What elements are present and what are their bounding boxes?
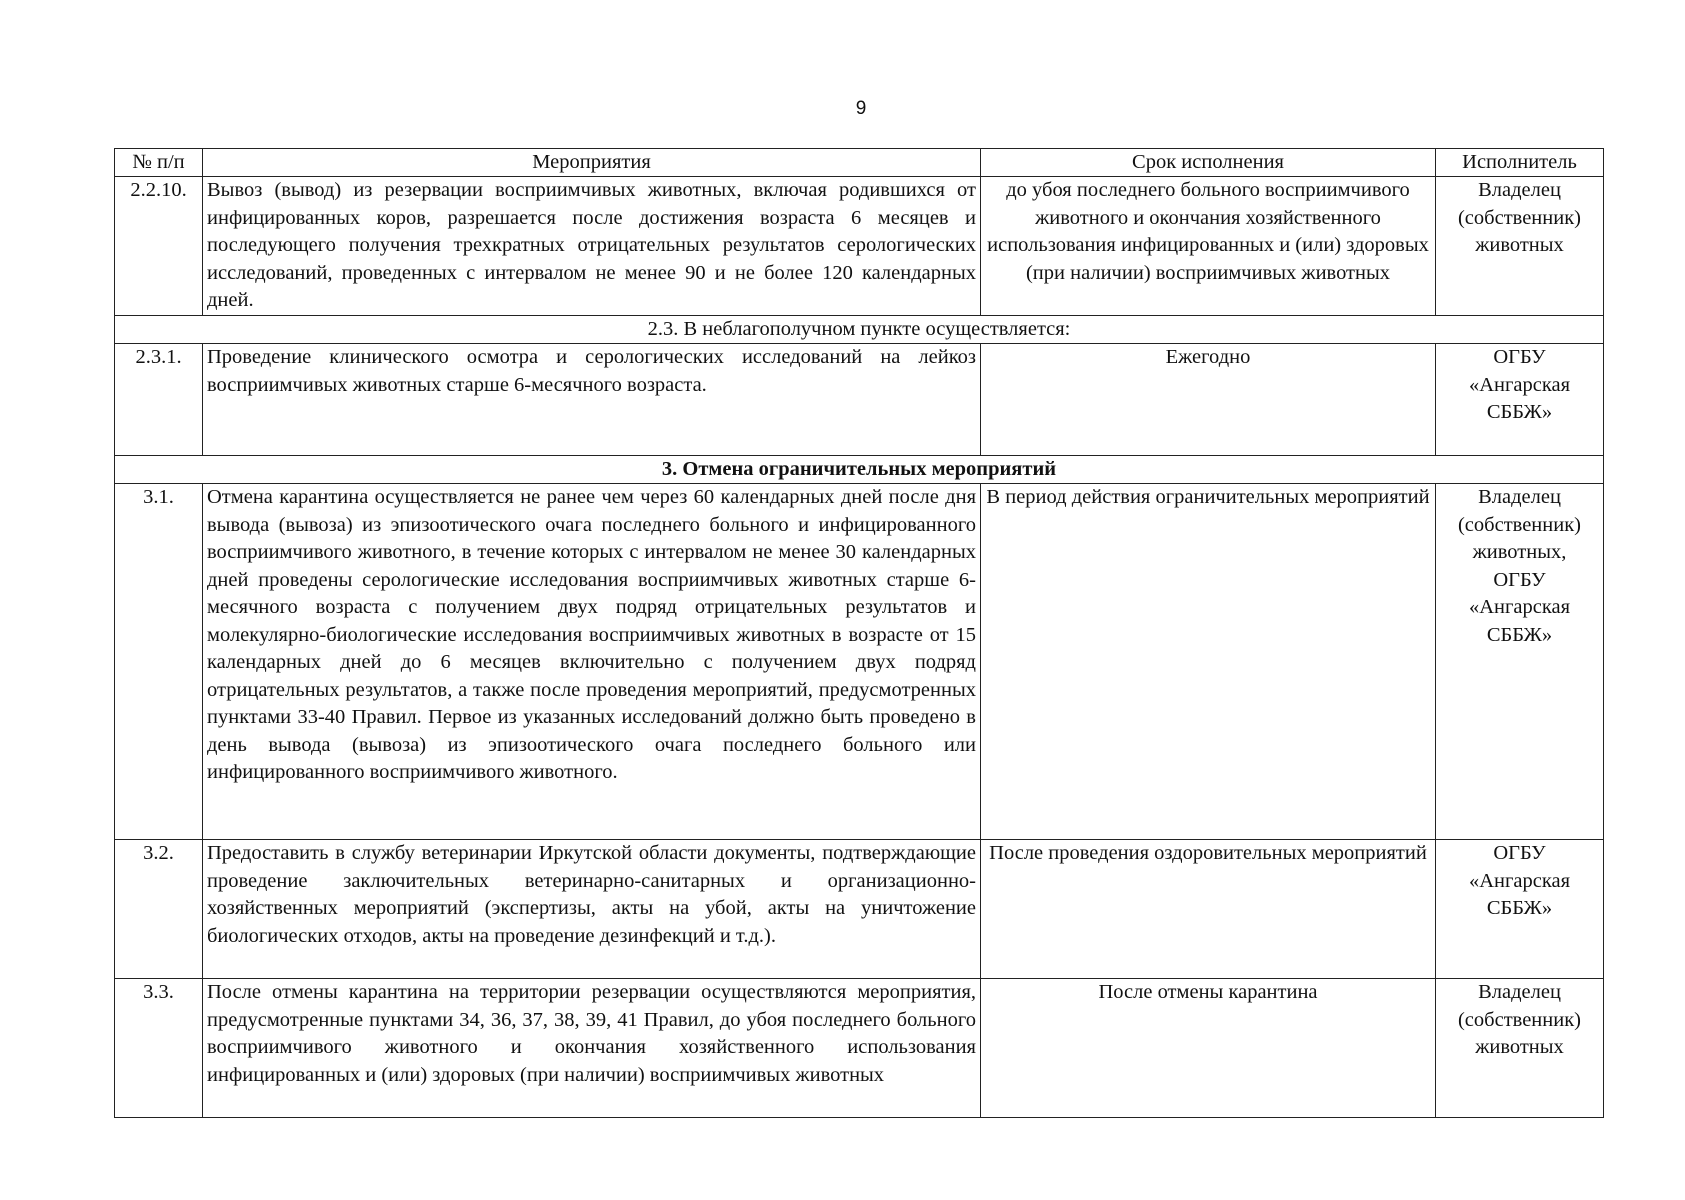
page-number: 9	[855, 98, 867, 119]
header-executor: Исполнитель	[1436, 149, 1604, 177]
row-executor	[1436, 177, 1604, 316]
table-row	[115, 979, 1604, 1118]
row-number: 2.3.1.	[115, 344, 203, 456]
executor-line: Владелец	[1478, 179, 1561, 201]
executor-line: Владелец	[1478, 486, 1561, 508]
table-row	[115, 484, 1604, 840]
header-action: Мероприятия	[203, 149, 981, 177]
row-number: 2.2.10.	[115, 177, 203, 316]
executor-line: ОГБУ	[1493, 568, 1546, 591]
row-action: Проведение клинического осмотра и серологических исследований на лейкоз восприимчивых животных старше 6-месячного возраста.	[203, 344, 981, 456]
row-term: В период действия ограничительных мероприятий	[981, 484, 1436, 840]
row-term: После отмены карантина	[981, 979, 1436, 1118]
executor-line: животных	[1475, 234, 1564, 256]
row-term: Ежегодно	[981, 344, 1436, 456]
table-row	[115, 177, 1604, 316]
executor-line: (собственник)	[1457, 1008, 1582, 1031]
row-action: Вывоз (вывод) из резервации восприимчивых животных, включая родившихся от инфицированных коров, разрешается после достижения возраста 6 месяцев и последующего получения трехкратных отрицательных результатов серологических исследований, проведенных с интервалом не менее 90 и не более 120 календарных дней.	[203, 177, 981, 316]
section-row	[115, 456, 1604, 484]
row-number: 3.3.	[115, 979, 203, 1118]
row-number: 3.1.	[115, 484, 203, 840]
executor-line: «Ангарская	[1468, 869, 1571, 892]
executor-line: СББЖ»	[1486, 897, 1553, 919]
executor-line: животных	[1475, 1036, 1564, 1058]
executor-line: (собственник)	[1457, 206, 1582, 229]
row-term: После проведения оздоровительных мероприятий	[981, 840, 1436, 979]
executor-line: Владелец	[1478, 981, 1561, 1003]
row-action: Отмена карантина осуществляется не ранее чем через 60 календарных дней после дня вывода (вывоза) из эпизоотического очага последнего больного и инфицированного восприимчивого животного, в течение которых с интервалом не менее 30 календарных дней проведены серологические исследования восприимчивых животных старше 6-месячного возраста с получением двух подряд отрицательных результатов и молекулярно-биологические исследования восприимчивых животных в возрасте от 15 календарных дней до 6 месяцев включительно с получением двух подряд отрицательных результатов, а также после проведения мероприятий, предусмотренных пунктами 33-40 Правил. Первое из указанных исследований должно быть проведено в день вывода (вывоза) из эпизоотического очага последнего больного или инфицированного восприимчивого животного.	[203, 484, 981, 840]
subheading-row	[115, 316, 1604, 344]
row-action: После отмены карантина на территории резервации осуществляются мероприятия, предусмотренные пунктами 34, 36, 37, 38, 39, 41 Правил, до убоя последнего больного восприимчивого животного и окончания хозяйственного использования инфицированных и (или) здоровых (при наличии) восприимчивых животных	[203, 979, 981, 1118]
row-number: 3.2.	[115, 840, 203, 979]
row-action: Предоставить в службу ветеринарии Иркутской области документы, подтверждающие проведение заключительных ветеринарно-санитарных и организационно-хозяйственных мероприятий (экспертизы, акты на убой, акты на уничтожение биологических отходов, акты на проведение дезинфекций и т.д.).	[203, 840, 981, 979]
executor-line: «Ангарская	[1468, 373, 1571, 396]
executor-line: ОГБУ	[1493, 346, 1546, 368]
row-executor	[1436, 484, 1604, 840]
executor-line: «Ангарская	[1468, 596, 1571, 618]
measures-table	[114, 148, 1604, 1118]
row-executor	[1436, 840, 1604, 979]
table-header-row	[115, 149, 1604, 177]
row-term: до убоя последнего больного восприимчивого животного и окончания хозяйственного использования инфицированных и (или) здоровых (при наличии) восприимчивых животных	[981, 177, 1436, 316]
row-executor	[1436, 344, 1604, 456]
header-term: Срок исполнения	[981, 149, 1436, 177]
executor-line: (собственник)	[1457, 513, 1582, 536]
executor-line: ОГБУ	[1493, 842, 1546, 864]
executor-line: животных,	[1472, 541, 1567, 563]
executor-line: СББЖ»	[1486, 401, 1553, 423]
header-num: № п/п	[115, 149, 203, 177]
subheading-2-3: 2.3. В неблагополучном пункте осуществляется:	[115, 316, 1604, 344]
table-row	[115, 344, 1604, 456]
table-row	[115, 840, 1604, 979]
section-heading-3: 3. Отмена ограничительных мероприятий	[115, 456, 1604, 484]
row-executor	[1436, 979, 1604, 1118]
executor-line: СББЖ»	[1486, 623, 1553, 646]
